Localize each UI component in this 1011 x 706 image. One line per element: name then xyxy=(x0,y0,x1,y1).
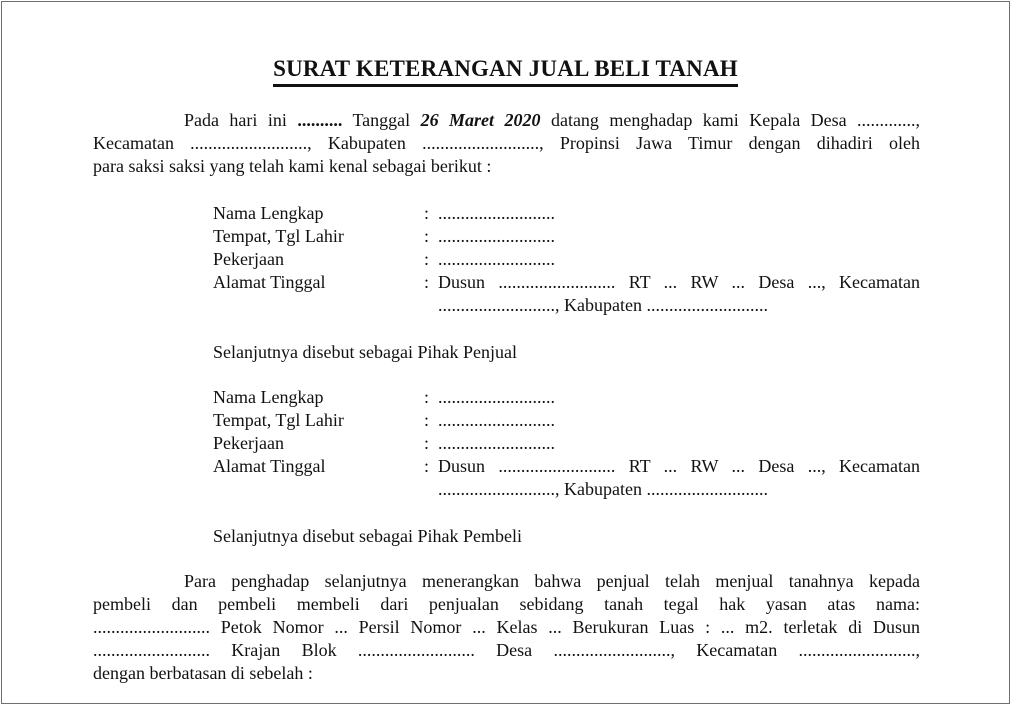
seller-field-name: Nama Lengkap : .......................... xyxy=(213,203,555,223)
seller-field-address: Alamat Tinggal : Dusun .......................... RT ... RW ... Desa ..., Kecamatan xyxy=(213,272,920,292)
intro-line-3: para saksi saksi yang telah kami kenal sebagai berikut : xyxy=(93,156,492,176)
statement-paragraph xyxy=(93,570,920,685)
document-page xyxy=(1,1,1010,704)
seller-address-continuation: .........................., Kabupaten ........................... xyxy=(438,295,768,315)
intro-line-2: Kecamatan .........................., Kabupaten .........................., Propinsi Jawa Timur dengan dihadiri oleh xyxy=(93,133,920,153)
buyer-field-name: Nama Lengkap : .......................... xyxy=(213,387,555,407)
statement-line-5: dengan berbatasan di sebelah : xyxy=(93,663,313,683)
statement-line-1: Para penghadap selanjutnya menerangkan bahwa penjual telah menjual tanahnya kepada xyxy=(184,571,920,591)
statement-line-4: .......................... Krajan Blok .......................... Desa .........................., Kecamatan .........................., xyxy=(93,640,920,660)
buyer-field-occupation: Pekerjaan : .......................... xyxy=(213,433,555,453)
seller-field-occupation: Pekerjaan : .......................... xyxy=(213,249,555,269)
intro-line-1: Pada hari ini .......... Tanggal 26 Maret 2020 datang menghadap kami Kepala Desa ............., xyxy=(184,110,921,130)
buyer-address-continuation: .........................., Kabupaten ........................... xyxy=(438,479,768,499)
intro-paragraph xyxy=(93,109,920,178)
buyer-field-birth: Tempat, Tgl Lahir : .......................... xyxy=(213,410,555,430)
buyer-field-address: Alamat Tinggal : Dusun .......................... RT ... RW ... Desa ..., Kecamatan xyxy=(213,456,920,476)
statement-line-2: pembeli dan pembeli membeli dari penjualan sebidang tanah tegal hak yasan atas nama: xyxy=(93,594,920,614)
statement-line-3: .......................... Petok Nomor ... Persil Nomor ... Kelas ... Berukuran Luas : ... m2. terletak di Dusun xyxy=(93,617,920,637)
seller-field-birth: Tempat, Tgl Lahir : .......................... xyxy=(213,226,555,246)
buyer-note: Selanjutnya disebut sebagai Pihak Pembeli xyxy=(213,526,522,546)
document-title: SURAT KETERANGAN JUAL BELI TANAH xyxy=(2,56,1009,87)
seller-note: Selanjutnya disebut sebagai Pihak Penjual xyxy=(213,342,517,362)
